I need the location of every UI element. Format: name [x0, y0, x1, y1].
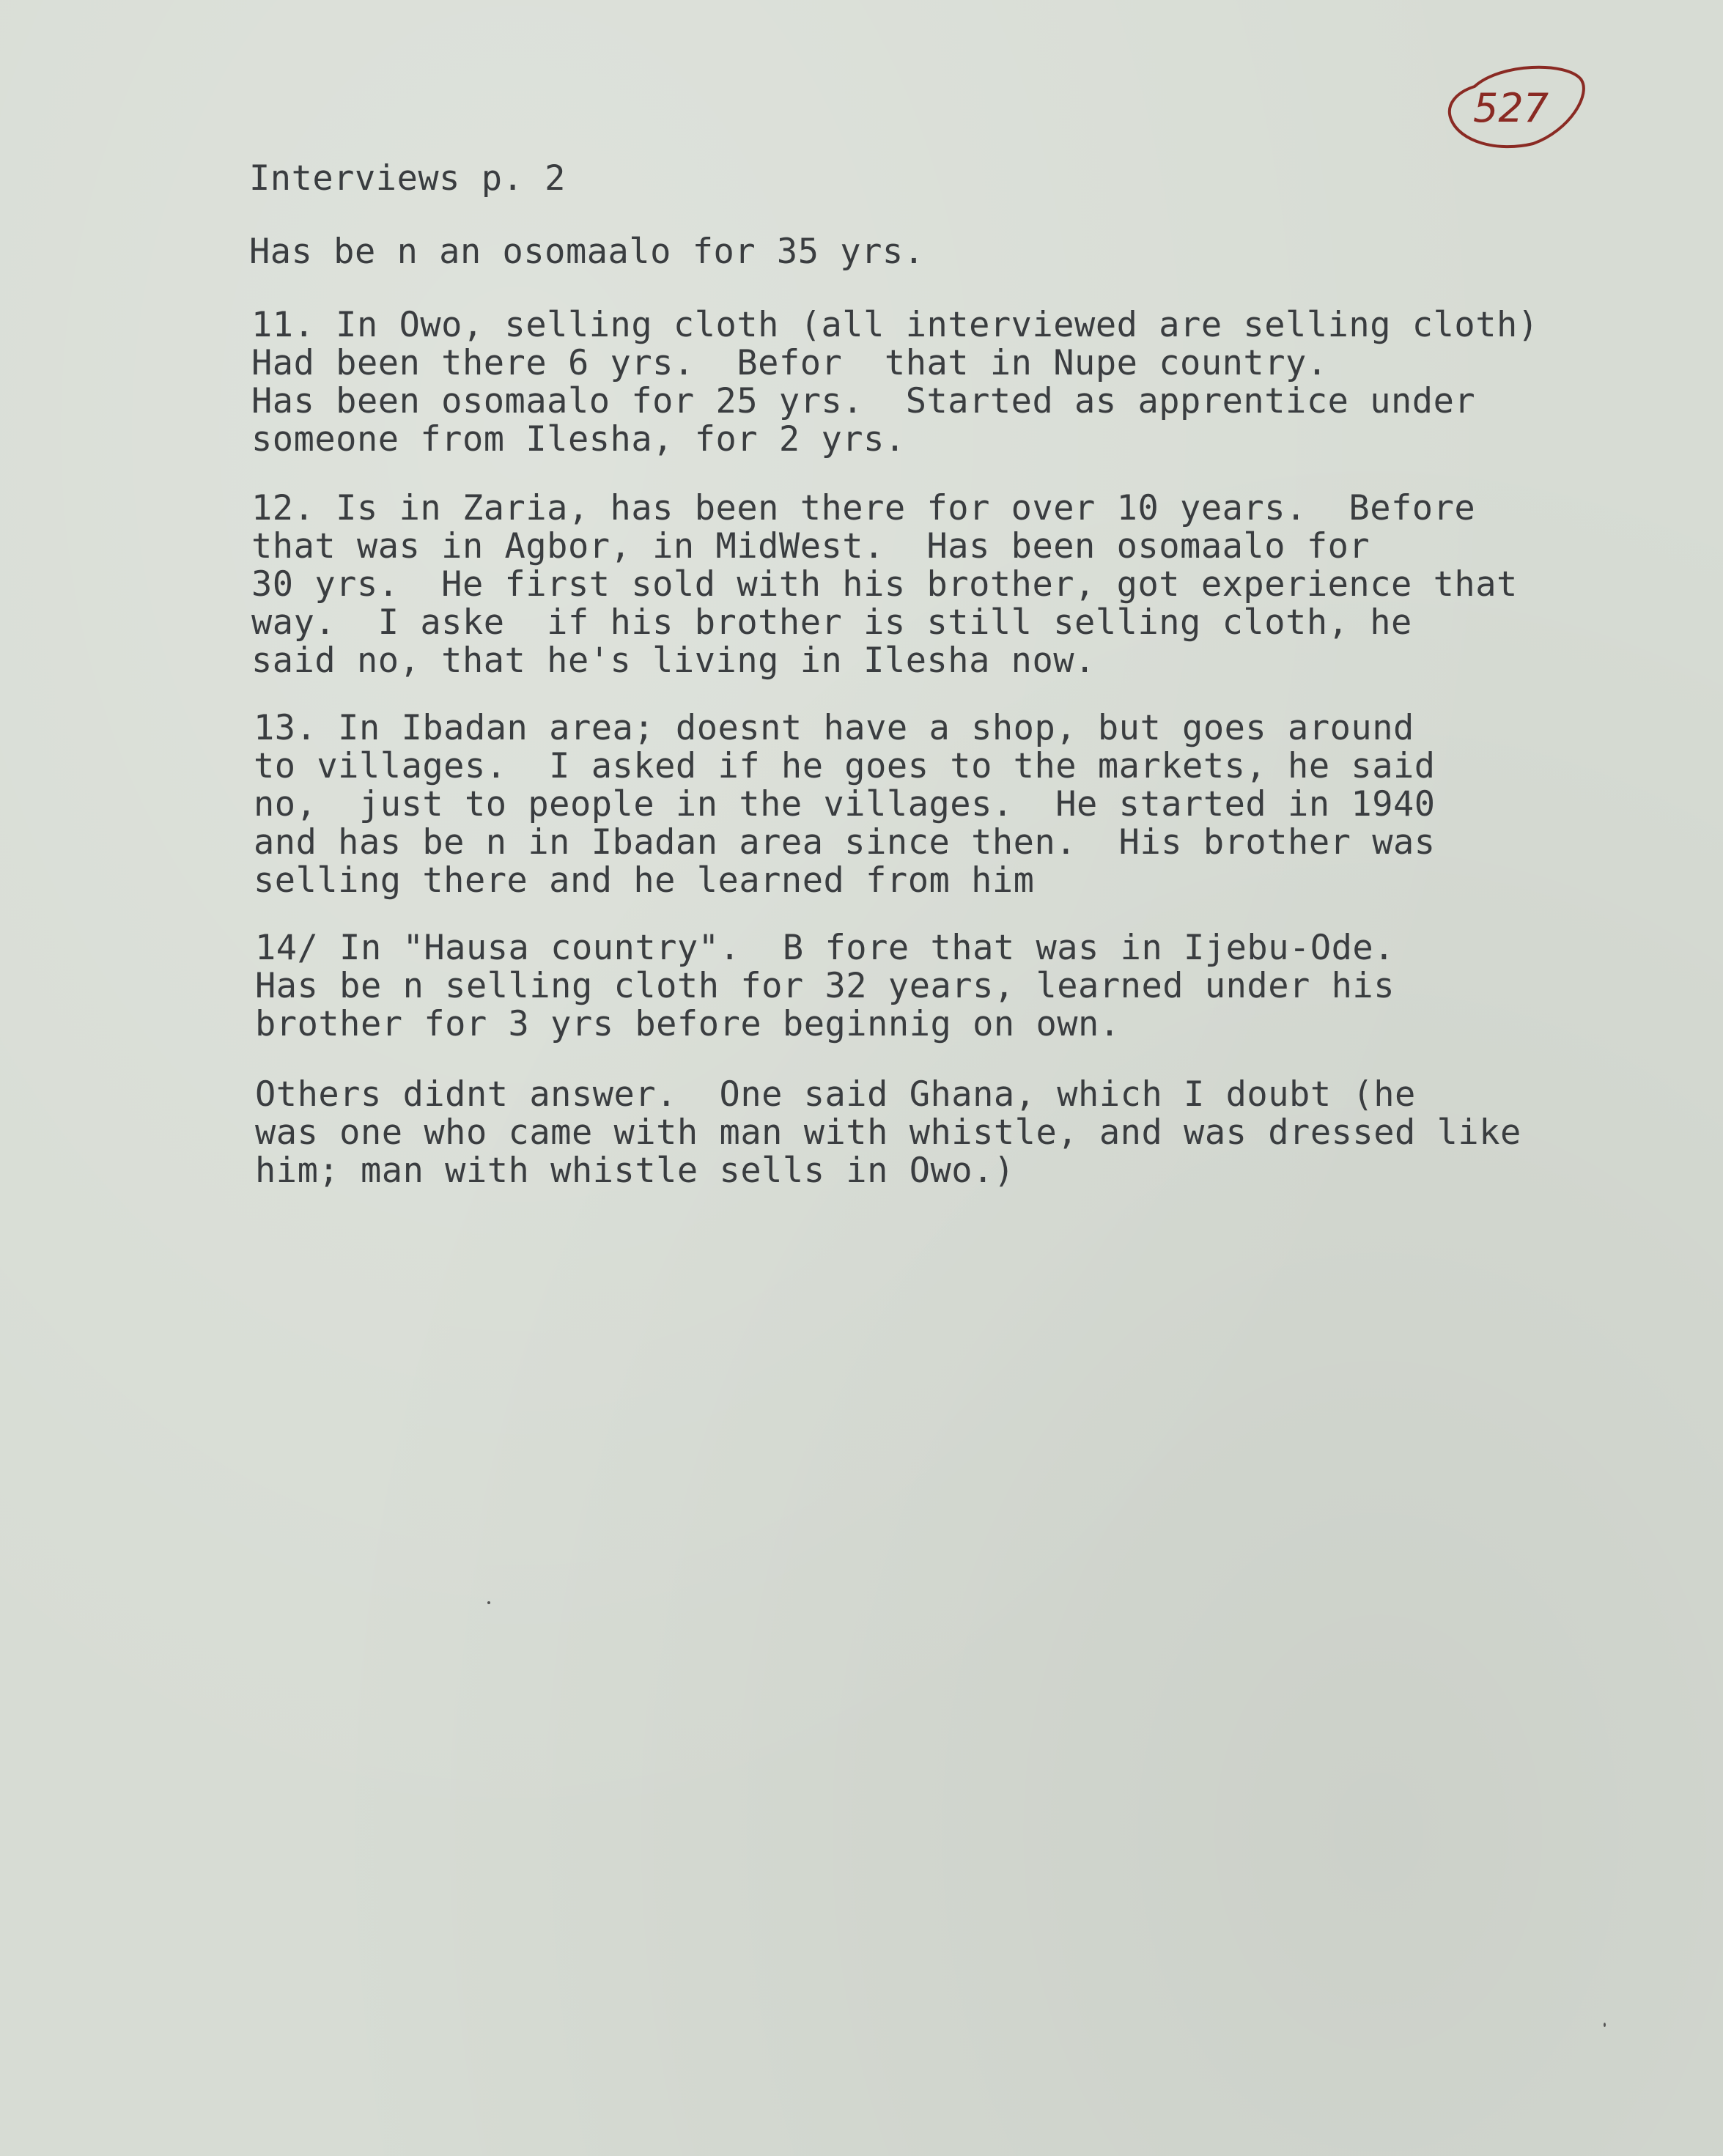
- entry-line: him; man with whistle sells in Owo.): [255, 1151, 1015, 1191]
- entry-line: selling there and he learned from him: [254, 860, 1035, 901]
- entry-line: someone from Ilesha, for 2 yrs.: [251, 419, 906, 459]
- entry-line: 12. Is in Zaria, has been there for over 10 years. Before: [251, 488, 1476, 528]
- document-header: Interviews p. 2: [249, 158, 566, 199]
- page-number-text: 527: [1473, 85, 1549, 131]
- entry-line: 30 yrs. He first sold with his brother, got experience that: [251, 564, 1518, 605]
- entry-line: way. I aske if his brother is still selling cloth, he: [251, 602, 1412, 643]
- entry-others: [255, 1074, 1521, 1266]
- entry-line: said no, that he's living in Ilesha now.: [251, 640, 1096, 681]
- entry-line: 11. In Owo, selling cloth (all interviewed are selling cloth): [251, 305, 1539, 345]
- paper-speck: [487, 1601, 490, 1604]
- entry-line: Others didnt answer. One said Ghana, which I doubt (he: [255, 1074, 1416, 1115]
- entry-line: was one who came with man with whistle, and was dressed like: [255, 1112, 1521, 1153]
- intro-line: Has be n an osomaalo for 35 yrs.: [249, 232, 925, 272]
- red-circled-number-icon: [1445, 57, 1589, 151]
- entry-line: brother for 3 yrs before beginnig on own.: [255, 1004, 1121, 1044]
- handwritten-page-number: [1445, 57, 1589, 151]
- entry-line: Had been there 6 yrs. Befor that in Nupe country.: [251, 343, 1328, 383]
- entry-line: Has be n selling cloth for 32 years, learned under his: [255, 966, 1395, 1006]
- entry-line: and has be n in Ibadan area since then. His brother was: [254, 822, 1436, 863]
- entry-line: 13. In Ibadan area; doesnt have a shop, but goes around: [254, 708, 1414, 748]
- paper-speck: [1604, 2023, 1606, 2027]
- entry-line: Has been osomaalo for 25 yrs. Started as apprentice under: [251, 381, 1476, 421]
- entry-line: that was in Agbor, in MidWest. Has been osomaalo for: [251, 526, 1370, 566]
- entry-line: 14/ In "Hausa country". B fore that was in Ijebu-Ode.: [255, 928, 1395, 968]
- entry-line: no, just to people in the villages. He started in 1940: [254, 784, 1436, 824]
- entry-line: to villages. I asked if he goes to the markets, he said: [254, 746, 1436, 786]
